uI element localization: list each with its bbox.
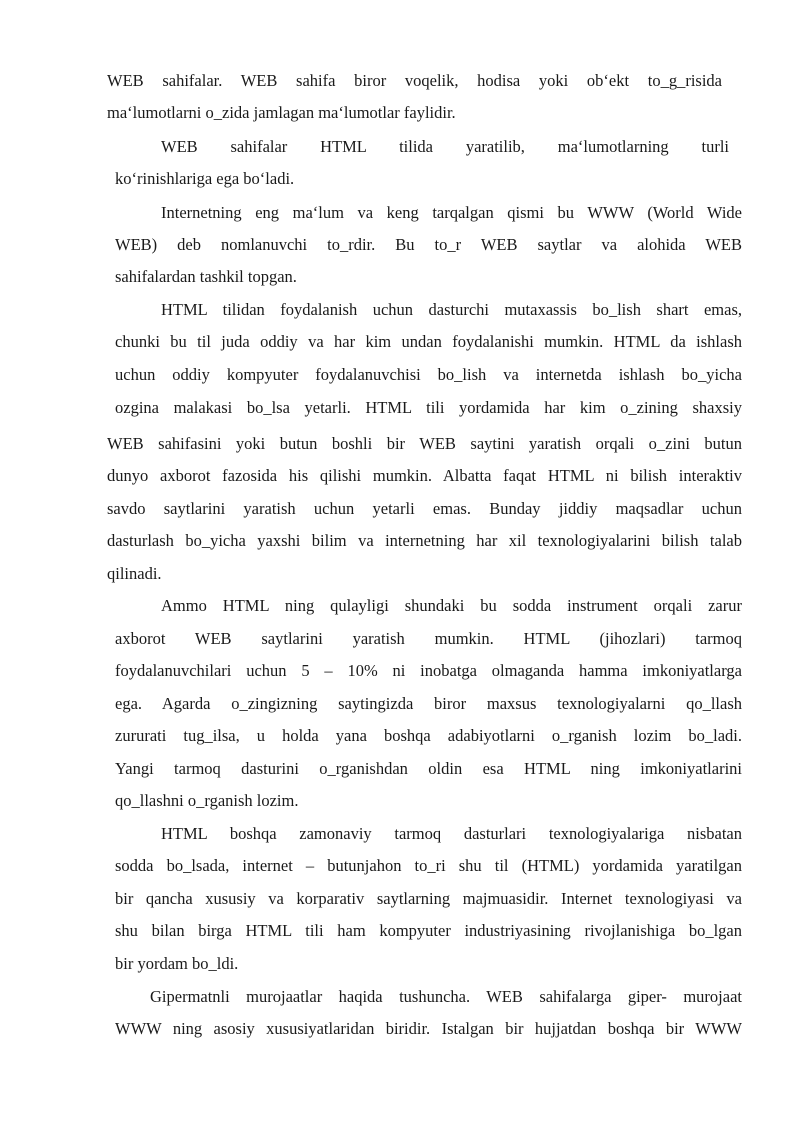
text-line: WEB sahifalar. WEB sahifa biror voqelik, hodisa yoki ob‘ekt to_g_risida — [107, 71, 722, 90]
text-line: Gipermatnli murojaatlar haqida tushuncha. WEB sahifalarga giper- murojaat — [150, 987, 742, 1006]
text-line: ma‘lumotlarni o_zida jamlagan ma‘lumotlar faylidir. — [107, 103, 456, 122]
text-line: savdo saytlarini yaratish uchun yetarli emas. Bunday jiddiy maqsadlar uchun — [107, 499, 742, 518]
text-line: dunyo axborot fazosida his qilishi mumkin. Albatta faqat HTML ni bilish interaktiv — [107, 466, 742, 485]
text-line: axborot WEB saytlarini yaratish mumkin. HTML (jihozlari) tarmoq — [115, 629, 742, 648]
text-line: Ammo HTML ning qulayligi shundaki bu sodda instrument orqali zarur — [161, 596, 742, 615]
text-line: WEB sahifasini yoki butun boshli bir WEB saytini yaratish orqali o_zini butun — [107, 434, 742, 453]
text-line: qo_llashni o_rganish lozim. — [115, 791, 299, 810]
text-line: uchun oddiy kompyuter foydalanuvchisi bo_lish va internetda ishlash bo_yicha — [115, 365, 742, 384]
text-line: WWW ning asosiy xususiyatlaridan biridir. Istalgan bir hujjatdan boshqa bir WWW — [115, 1019, 742, 1038]
text-line: foydalanuvchilari uchun 5 – 10% ni inobatga olmaganda hamma imkoniyatlarga — [115, 661, 742, 680]
text-line: chunki bu til juda oddiy va har kim undan foydalanishi mumkin. HTML da ishlash — [115, 332, 742, 351]
text-line: qilinadi. — [107, 564, 162, 583]
text-line: ko‘rinishlariga ega bo‘ladi. — [115, 169, 295, 188]
text-line: shu bilan birga HTML tili ham kompyuter industriyasining rivojlanishiga bo_lgan — [115, 921, 742, 940]
text-line: sodda bo_lsada, internet – butunjahon to_ri shu til (HTML) yordamida yaratilgan — [115, 856, 742, 875]
text-line: ozgina malakasi bo_lsa yetarli. HTML tili yordamida har kim o_zining shaxsiy — [115, 398, 742, 417]
text-line: WEB sahifalar HTML tilida yaratilib, ma‘lumotlarning turli — [161, 137, 729, 156]
text-line: bir qancha xususiy va korparativ saytlarning majmuasidir. Internet texnologiyasi va — [115, 889, 742, 908]
text-line: HTML boshqa zamonaviy tarmoq dasturlari texnologiyalariga nisbatan — [161, 824, 742, 843]
text-line: Yangi tarmoq dasturini o_rganishdan oldin esa HTML ning imkoniyatlarini — [115, 759, 742, 778]
text-line: zururati tug_ilsa, u holda yana boshqa adabiyotlarni o_rganish lozim bo_ladi. — [115, 726, 742, 745]
text-line: ega. Agarda o_zingizning saytingizda biror maxsus texnologiyalarni qo_llash — [115, 694, 742, 713]
text-line: Internetning eng ma‘lum va keng tarqalgan qismi bu WWW (World Wide — [161, 203, 742, 222]
text-line: sahifalardan tashkil topgan. — [115, 267, 297, 286]
text-line: HTML tilidan foydalanish uchun dasturchi mutaxassis bo_lish shart emas, — [161, 300, 742, 319]
text-line: bir yordam bo_ldi. — [115, 954, 239, 973]
text-line: WEB) deb nomlanuvchi to_rdir. Bu to_r WEB saytlar va alohida WEB — [115, 235, 742, 254]
text-line: dasturlash bo_yicha yaxshi bilim va internetning har xil texnologiyalarini bilish talab — [107, 531, 742, 550]
